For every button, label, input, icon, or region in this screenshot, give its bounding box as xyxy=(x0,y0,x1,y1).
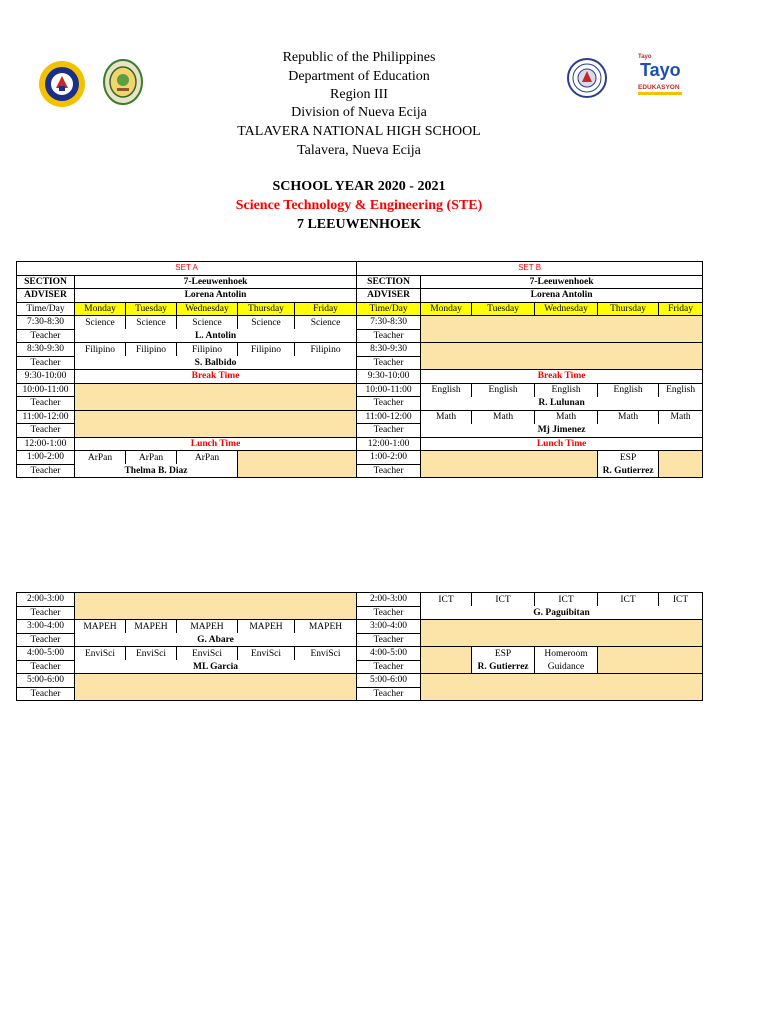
time-cell: 7:30-8:30 xyxy=(357,316,421,330)
teacher-label: Teacher xyxy=(357,424,421,438)
time-cell: 3:00-4:00 xyxy=(357,620,421,634)
teacher-label: Teacher xyxy=(357,464,421,478)
tayo-sub-text: EDUKASYON xyxy=(638,84,680,91)
empty-slot xyxy=(75,593,357,620)
subject-cell: Filipino xyxy=(238,343,295,357)
school-year-title: SCHOOL YEAR 2020 - 2021 xyxy=(272,179,446,194)
section-title: 7 LEEUWENHOEK xyxy=(296,217,422,232)
teacher-name: ML Garcia xyxy=(75,660,357,674)
table-row xyxy=(17,593,703,607)
time-cell: 9:30-10:00 xyxy=(17,370,75,384)
subject-cell: English xyxy=(421,383,472,397)
subject-cell: Math xyxy=(598,410,659,424)
teacher-name: R. Gutierrez xyxy=(472,660,535,674)
adviser-label-b: ADVISER xyxy=(357,289,421,303)
day-monday-a: Monday xyxy=(75,302,126,316)
subject-cell: Science xyxy=(75,316,126,330)
section-label-a: SECTION xyxy=(17,275,75,289)
subject-cell: Math xyxy=(535,410,598,424)
tayo-big-text: Tayo xyxy=(640,60,681,80)
time-cell: 2:00-3:00 xyxy=(357,593,421,607)
teacher-label: Teacher xyxy=(357,397,421,411)
teacher-name: Thelma B. Diaz xyxy=(75,464,238,478)
subject-cell: EnviSci xyxy=(238,647,295,661)
empty-slot xyxy=(421,620,703,647)
adviser-value-b: Lorena Antolin xyxy=(421,289,703,303)
teacher-name: G. Abare xyxy=(75,633,357,647)
table-row xyxy=(17,674,703,688)
time-cell: 10:00-11:00 xyxy=(357,383,421,397)
teacher-name: R. Lulunan xyxy=(421,397,703,411)
teacher-label: Teacher xyxy=(17,464,75,478)
time-cell: 5:00-6:00 xyxy=(357,674,421,688)
empty-slot xyxy=(421,316,703,343)
subject-cell: Homeroom xyxy=(535,647,598,661)
schedule-table-part-1 xyxy=(16,261,703,478)
time-cell: 7:30-8:30 xyxy=(17,316,75,330)
time-cell: 8:30-9:30 xyxy=(17,343,75,357)
subject-cell: Science xyxy=(177,316,238,330)
subject-cell: English xyxy=(472,383,535,397)
teacher-label: Teacher xyxy=(357,660,421,674)
subject-cell: Filipino xyxy=(75,343,126,357)
table-row xyxy=(17,343,703,357)
section-value-b: 7-Leeuwenhoek xyxy=(421,275,703,289)
teacher-label: Teacher xyxy=(17,424,75,438)
day-tuesday-b: Tuesday xyxy=(472,302,535,316)
table-row xyxy=(17,289,703,303)
teacher-label: Teacher xyxy=(357,606,421,620)
day-thursday-b: Thursday xyxy=(598,302,659,316)
subject-cell: Math xyxy=(659,410,703,424)
subject-cell: ESP xyxy=(598,451,659,465)
empty-slot xyxy=(659,451,703,478)
empty-slot xyxy=(421,451,598,478)
subject-cell: English xyxy=(535,383,598,397)
teacher-label: Teacher xyxy=(357,633,421,647)
teacher-name: Mj Jimenez xyxy=(421,424,703,438)
day-tuesday-a: Tuesday xyxy=(126,302,177,316)
table-row xyxy=(17,262,703,276)
subject-cell: ArPan xyxy=(126,451,177,465)
time-cell: 4:00-5:00 xyxy=(17,647,75,661)
teacher-label: Teacher xyxy=(17,606,75,620)
table-row xyxy=(17,275,703,289)
lunch-time-label: Lunch Time xyxy=(75,437,357,451)
table-row xyxy=(17,464,703,478)
day-wednesday-b: Wednesday xyxy=(535,302,598,316)
header-line-2: Department of Education xyxy=(288,69,430,84)
time-cell: 4:00-5:00 xyxy=(357,647,421,661)
set-b-label: SET B xyxy=(357,262,703,276)
table-row xyxy=(17,302,703,316)
teacher-label: Teacher xyxy=(17,356,75,370)
section-label-b: SECTION xyxy=(357,275,421,289)
subject-cell: Science xyxy=(238,316,295,330)
teacher-label: Teacher xyxy=(357,687,421,701)
table-row xyxy=(17,370,703,384)
subject-cell: ICT xyxy=(421,593,472,607)
empty-slot xyxy=(238,451,357,478)
teacher-name: G. Paguibitan xyxy=(421,606,703,620)
subject-cell: ICT xyxy=(659,593,703,607)
time-day-label-b: Time/Day xyxy=(357,302,421,316)
teacher-name: Guidance xyxy=(535,660,598,674)
subject-cell: ESP xyxy=(472,647,535,661)
subject-cell: MAPEH xyxy=(126,620,177,634)
teacher-label: Teacher xyxy=(17,397,75,411)
time-cell: 11:00-12:00 xyxy=(17,410,75,424)
subject-cell: EnviSci xyxy=(126,647,177,661)
header-line-3: Region III xyxy=(330,87,388,102)
set-a-label: SET A xyxy=(17,262,357,276)
subject-cell: English xyxy=(659,383,703,397)
table-row xyxy=(17,620,703,634)
table-row xyxy=(17,410,703,424)
header-line-6: Talavera, Nueva Ecija xyxy=(297,143,421,158)
empty-slot xyxy=(75,383,357,410)
day-thursday-a: Thursday xyxy=(238,302,295,316)
table-row xyxy=(17,383,703,397)
subject-cell: MAPEH xyxy=(238,620,295,634)
subject-cell: ICT xyxy=(535,593,598,607)
tayo-small-text: Tayo xyxy=(638,54,652,60)
subject-cell: Filipino xyxy=(126,343,177,357)
time-cell: 5:00-6:00 xyxy=(17,674,75,688)
teacher-label: Teacher xyxy=(357,356,421,370)
program-title: Science Technology & Engineering (STE) xyxy=(235,198,483,213)
table-row xyxy=(17,647,703,661)
subject-cell: Math xyxy=(421,410,472,424)
teacher-label: Teacher xyxy=(17,329,75,343)
subject-cell: MAPEH xyxy=(177,620,238,634)
subject-cell: Science xyxy=(126,316,177,330)
lunch-time-label: Lunch Time xyxy=(421,437,703,451)
subject-cell: English xyxy=(598,383,659,397)
time-cell: 3:00-4:00 xyxy=(17,620,75,634)
teacher-name: R. Gutierrez xyxy=(598,464,659,478)
subject-cell: Filipino xyxy=(295,343,357,357)
subject-cell: MAPEH xyxy=(75,620,126,634)
teacher-label: Teacher xyxy=(17,687,75,701)
adviser-value-a: Lorena Antolin xyxy=(75,289,357,303)
day-friday-a: Friday xyxy=(295,302,357,316)
adviser-label-a: ADVISER xyxy=(17,289,75,303)
time-cell: 1:00-2:00 xyxy=(357,451,421,465)
time-cell: 1:00-2:00 xyxy=(17,451,75,465)
break-time-label: Break Time xyxy=(421,370,703,384)
subject-cell: EnviSci xyxy=(177,647,238,661)
time-cell: 10:00-11:00 xyxy=(17,383,75,397)
table-row xyxy=(17,437,703,451)
time-cell: 8:30-9:30 xyxy=(357,343,421,357)
subject-cell: Science xyxy=(295,316,357,330)
table-row xyxy=(17,451,703,465)
teacher-label: Teacher xyxy=(357,329,421,343)
teacher-label: Teacher xyxy=(17,633,75,647)
empty-slot xyxy=(598,647,703,674)
teacher-name: L. Antolin xyxy=(75,329,357,343)
time-cell: 2:00-3:00 xyxy=(17,593,75,607)
empty-slot xyxy=(421,674,703,701)
subject-cell: EnviSci xyxy=(295,647,357,661)
time-cell: 12:00-1:00 xyxy=(17,437,75,451)
empty-slot xyxy=(421,647,472,674)
subject-cell: ICT xyxy=(472,593,535,607)
day-wednesday-a: Wednesday xyxy=(177,302,238,316)
subject-cell: EnviSci xyxy=(75,647,126,661)
subject-cell: Filipino xyxy=(177,343,238,357)
table-row xyxy=(17,316,703,330)
time-cell: 11:00-12:00 xyxy=(357,410,421,424)
header-line-5: TALAVERA NATIONAL HIGH SCHOOL xyxy=(237,124,481,139)
time-day-label-a: Time/Day xyxy=(17,302,75,316)
subject-cell: ICT xyxy=(598,593,659,607)
day-monday-b: Monday xyxy=(421,302,472,316)
subject-cell: Math xyxy=(472,410,535,424)
header-line-4: Division of Nueva Ecija xyxy=(291,105,427,120)
schedule-table-part-2 xyxy=(16,592,703,701)
break-time-label: Break Time xyxy=(75,370,357,384)
empty-slot xyxy=(75,410,357,437)
section-value-a: 7-Leeuwenhoek xyxy=(75,275,357,289)
day-friday-b: Friday xyxy=(659,302,703,316)
header-line-1: Republic of the Philippines xyxy=(282,50,436,65)
empty-slot xyxy=(421,343,703,370)
subject-cell: ArPan xyxy=(75,451,126,465)
time-cell: 12:00-1:00 xyxy=(357,437,421,451)
teacher-label: Teacher xyxy=(17,660,75,674)
subject-cell: MAPEH xyxy=(295,620,357,634)
time-cell: 9:30-10:00 xyxy=(357,370,421,384)
empty-slot xyxy=(75,674,357,701)
subject-cell: ArPan xyxy=(177,451,238,465)
teacher-name: S. Balbido xyxy=(75,356,357,370)
